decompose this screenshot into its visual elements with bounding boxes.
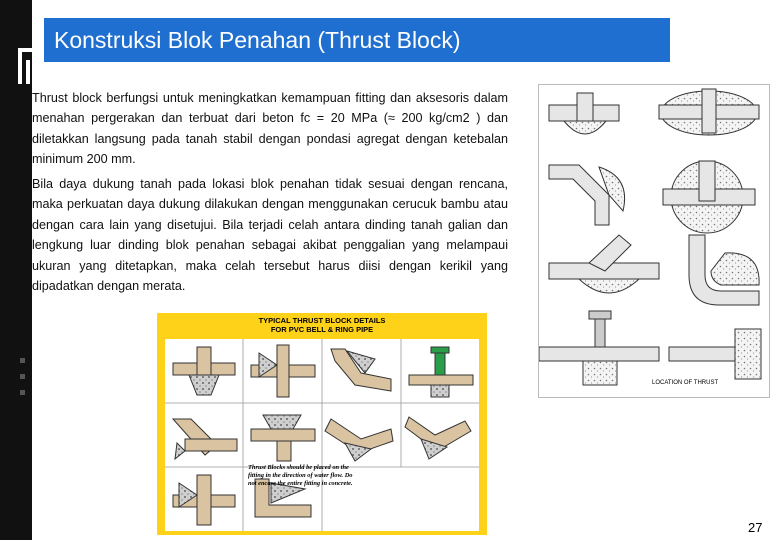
side-dot-2 xyxy=(20,374,25,379)
detail-tee-alt xyxy=(405,417,471,459)
page-number: 27 xyxy=(748,520,763,535)
thrust-location-figure xyxy=(538,84,770,398)
thrust-location-caption: LOCATION OF THRUST xyxy=(652,380,719,386)
corner-decoration-vertical xyxy=(18,48,22,84)
thrust-block-details-figure xyxy=(157,313,487,535)
detail-bend-45 xyxy=(325,419,393,461)
bend-fitting-lower-right xyxy=(689,235,759,305)
title-bar xyxy=(44,18,670,62)
wye-fitting-lower-left xyxy=(549,235,659,293)
side-dot-3 xyxy=(20,390,25,395)
detail-reducer xyxy=(251,415,315,461)
tee-fitting-mid-right xyxy=(663,161,755,233)
detail-bend xyxy=(331,349,391,391)
paragraph-2: Bila daya dukung tanah pada lokasi blok penahan tidak sesuai dengan rencana, maka perkuatan daya dukung dilakukan dengan menggunakan cerucuk bambu atau dengan cara lain yang disetujui. Bila terjadi celah antara dinding tanah galian dan lengkung luar dinding blok penahan sebagai akibat penggalian yang melampaui ukuran yang ditetapkan, maka celah tersebut harus diisi dengan kerikil yang dipadatkan dengan merata. xyxy=(32,177,508,294)
bend-fitting-mid-left xyxy=(549,165,625,225)
detail-cross xyxy=(251,345,315,397)
details-grid xyxy=(165,339,479,531)
detail-valve xyxy=(409,347,473,397)
detail-tee xyxy=(173,347,235,395)
figure-note: Thrust Blocks should be placed on the fitting in the direction of water flow. Do not encase the entire fitting in concrete. xyxy=(248,464,353,487)
cross-fitting-top-right xyxy=(659,89,759,135)
figure-title-line-1: TYPICAL THRUST BLOCK DETAILS xyxy=(258,316,386,325)
corner-decoration-tick xyxy=(26,60,30,84)
paragraph-1: Thrust block berfungsi untuk meningkatkan kemampuan fitting dan aksesoris dalam menahan pergerakan dan terbuat dari beton fc = 20 MPa (≈ 200 kg/cm2 ) dan diletakkan langsung pada tanah stabil dengan pondasi agregat dengan ketebalan minimum 200 mm. xyxy=(32,91,508,167)
plug-fitting-bottom-right xyxy=(669,329,761,379)
slide-title: Konstruksi Blok Penahan (Thrust Block) xyxy=(54,27,461,53)
thrust-location-drawing xyxy=(539,85,769,397)
detail-cross-alt xyxy=(173,475,235,525)
figure-title-line-2: FOR PVC BELL & RING PIPE xyxy=(270,325,374,334)
side-dot-1 xyxy=(20,358,25,363)
tee-fitting-top-left xyxy=(549,93,619,134)
detail-wye xyxy=(173,419,237,459)
valve-fitting-bottom-left xyxy=(539,311,659,385)
thrust-block-details-drawing xyxy=(165,339,479,531)
